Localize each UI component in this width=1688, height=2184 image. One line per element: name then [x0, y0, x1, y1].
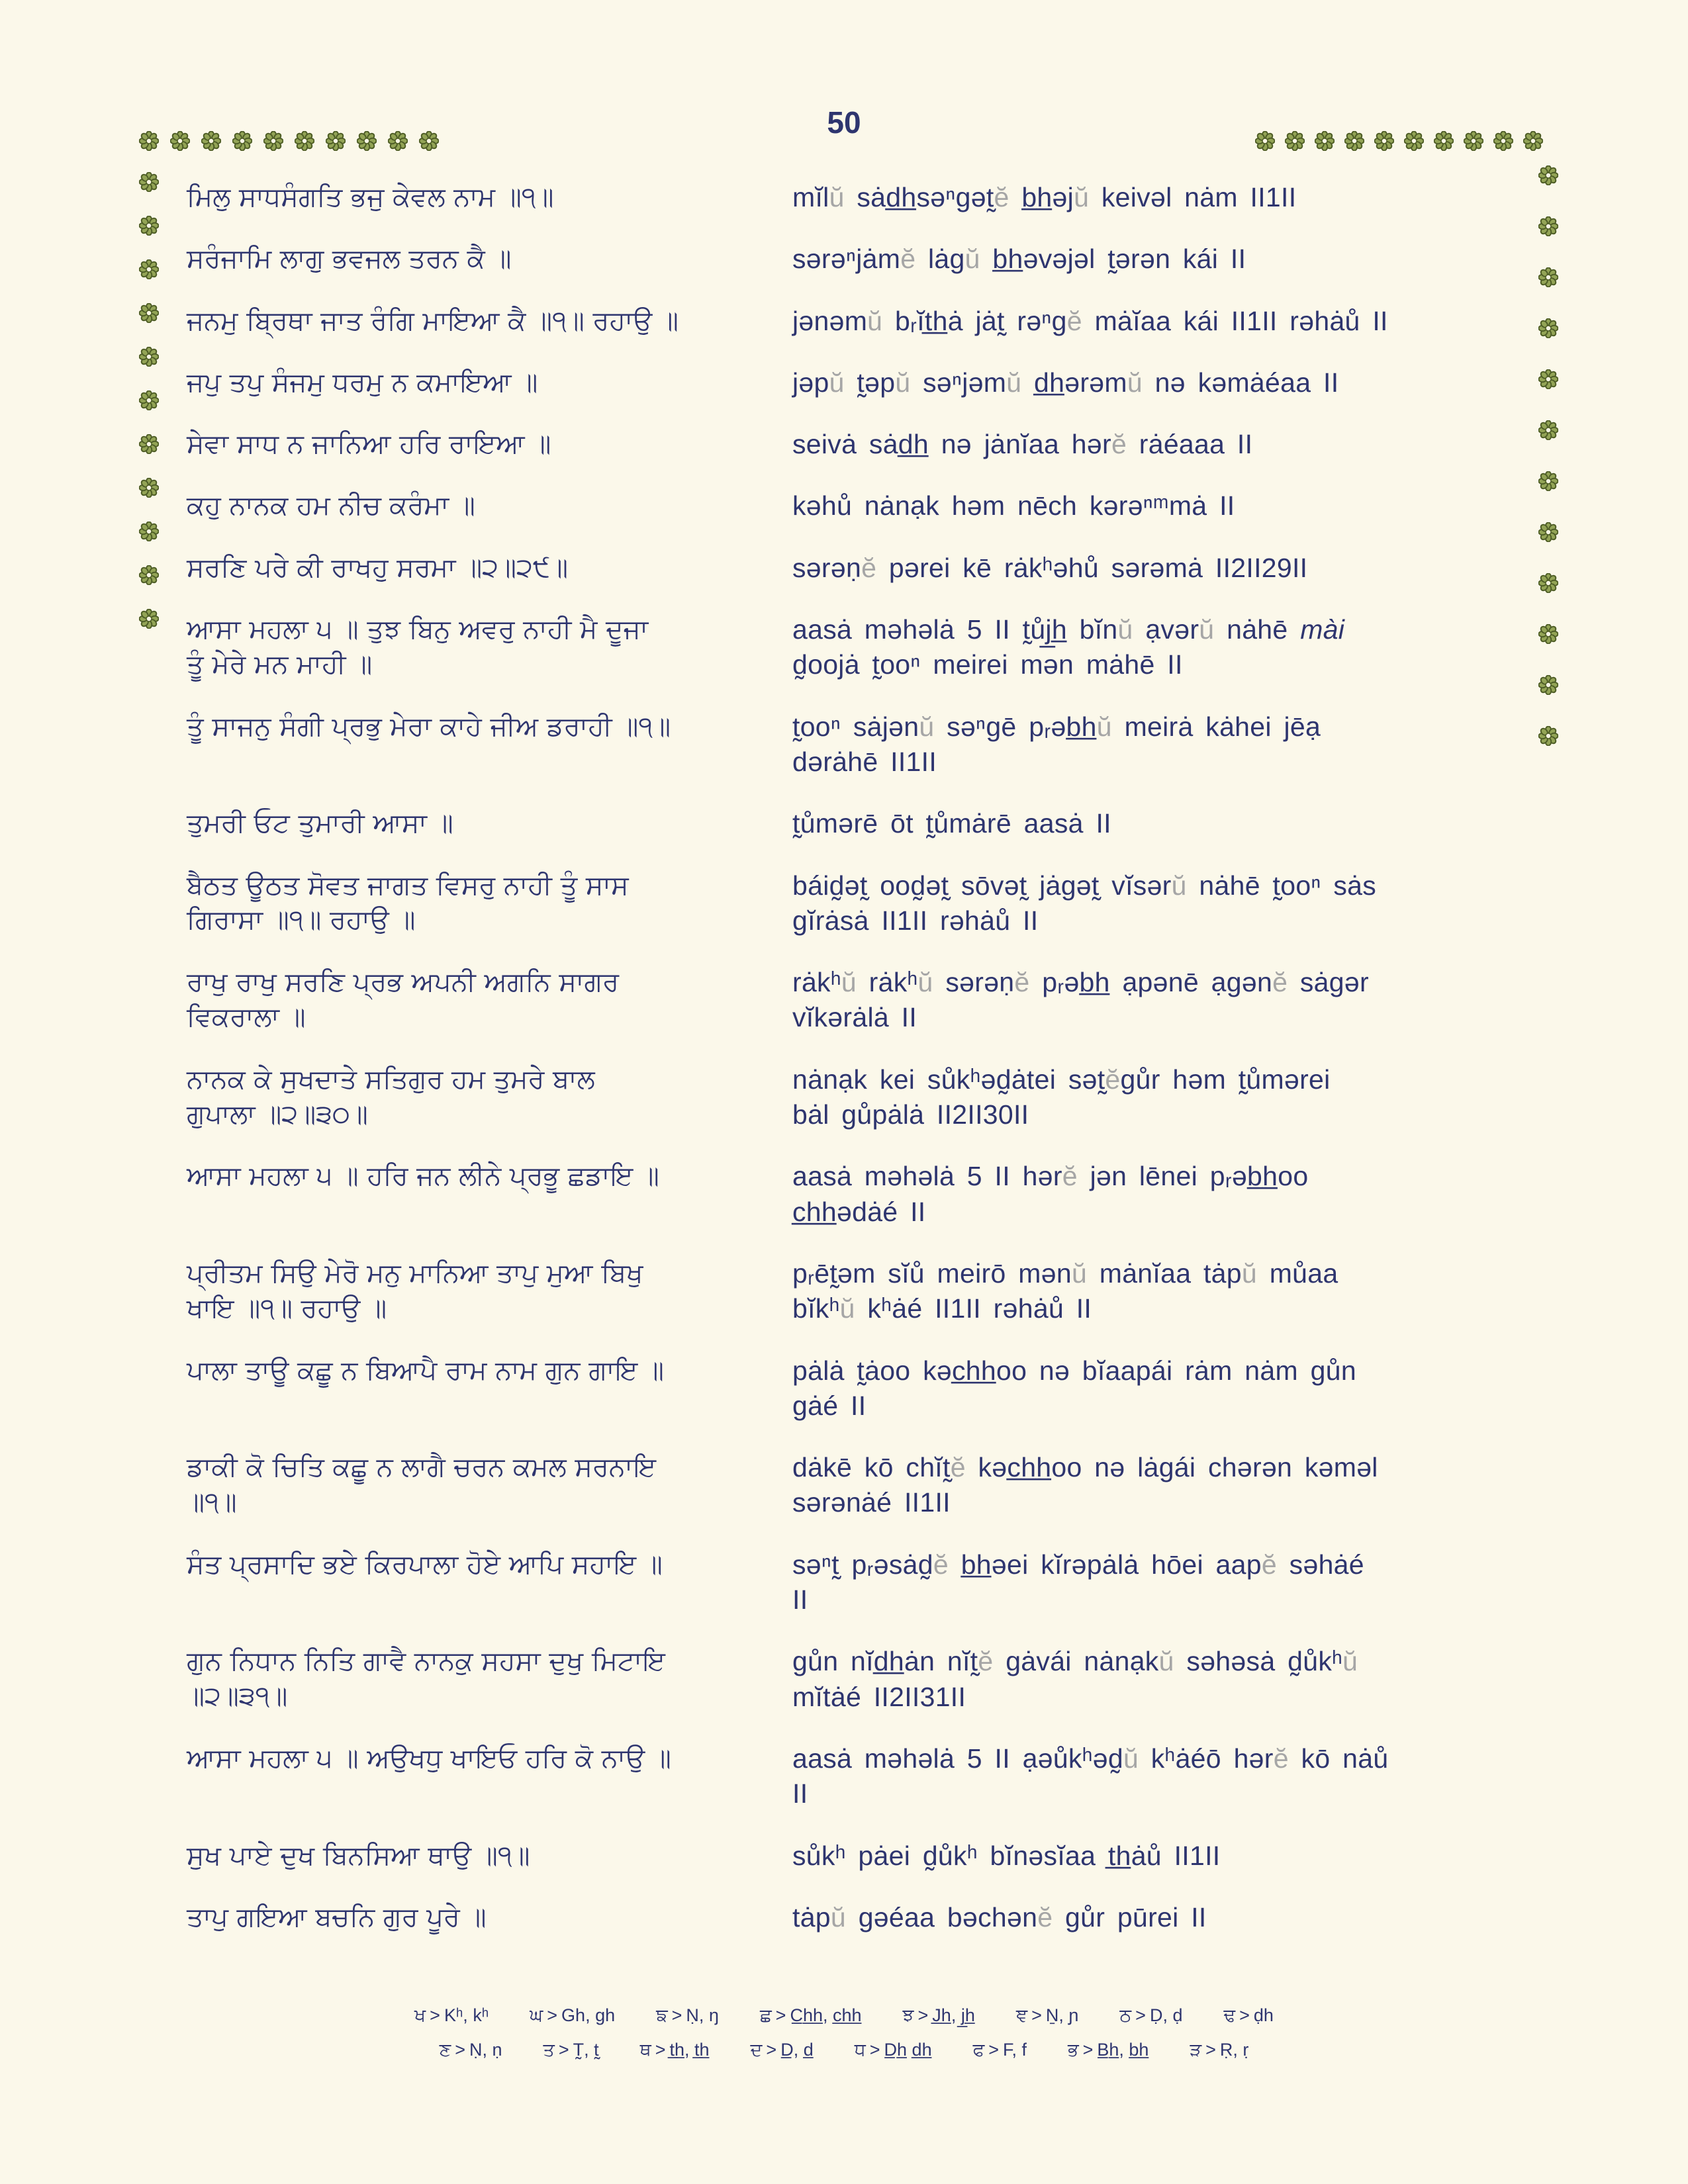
verse-row: [187, 488, 1530, 523]
legend-entry: [973, 2040, 1027, 2061]
transliteration-text: səⁿt̰ pᵣəsȧd̰ĕ b̲h̲əei kĭrəpȧlȧ hōei aapĕ səhȧé II: [792, 1549, 1364, 1615]
transliteration-text: mĭlŭ sȧd̲h̲səⁿgət̰ĕ b̲h̲əjŭ keivəl nȧm II1II: [792, 182, 1297, 212]
short-vowel: ŭ: [1342, 1646, 1358, 1677]
legend-latin-value: B̲h̲, b̲h̲: [1097, 2040, 1149, 2060]
legend-separator: >: [547, 2005, 558, 2025]
transliteration-text: sərəⁿjȧmĕ lȧgŭ b̲h̲əvəjəl t̰ərən kái II: [792, 244, 1246, 275]
short-vowel: ĕ: [1037, 1901, 1053, 1933]
short-vowel: ŭ: [839, 1293, 855, 1324]
flower-icon: [1285, 131, 1305, 151]
legend-gurmukhi-letter: ਘ: [530, 2005, 543, 2026]
flower-icon: [1255, 131, 1275, 151]
short-vowel: ŭ: [830, 1901, 847, 1933]
legend-entry: [543, 2040, 599, 2061]
short-vowel: ŭ: [964, 244, 980, 275]
flower-icon: [1538, 369, 1558, 389]
legend-entry: [1119, 2005, 1182, 2026]
legend-latin-value: T̰, t̰: [573, 2040, 599, 2060]
legend-entry: [1016, 2005, 1079, 2026]
legend-gurmukhi-letter: ਧ: [854, 2040, 866, 2060]
flower-icon: [1538, 165, 1558, 185]
gurmukhi-text: ਡਾਕੀ ਕੋ ਚਿਤਿ ਕਛੂ ਨ ਲਾਗੈ ਚਰਨ ਕਮਲ ਸਰਨਾਇ ॥੧॥: [187, 1452, 656, 1518]
short-vowel: ĕ: [900, 244, 916, 275]
transliteration-text: kəhů nȧnạk həm nēch kərəⁿᵐmȧ II: [792, 490, 1235, 522]
transliteration-text: tȧpŭ gəéaa bəchənĕ gůr pūrei II: [792, 1901, 1207, 1933]
legend-entry: [751, 2040, 814, 2061]
transliteration-text: t̰ůmərē ōt t̰ůmȧrē aasȧ II: [792, 808, 1111, 839]
flower-icon: [1523, 131, 1543, 151]
transliteration-text: aasȧ məhəlȧ 5 II t̰ůj̲h̲ bĭnŭ ạvərŭ nȧhē mài d̰oojȧ t̰ooⁿ meirei mən mȧhē II: [792, 614, 1345, 680]
flower-icon: [139, 259, 159, 279]
legend-separator: >: [869, 2040, 880, 2060]
verse-row: [187, 612, 1530, 683]
verse-row: [187, 1644, 1530, 1715]
short-vowel: ŭ: [1071, 1257, 1088, 1289]
flower-icon: [1538, 522, 1558, 542]
legend-latin-value: Ṛ, ṛ: [1219, 2040, 1249, 2060]
legend-entry: [903, 2005, 975, 2026]
gurmukhi-text: ਆਸਾ ਮਹਲਾ ੫ ॥ ਹਰਿ ਜਨ ਲੀਨੇ ਪ੍ਰਭੂ ਛਡਾਇ ॥: [187, 1161, 659, 1192]
legend-separator: >: [1082, 2040, 1094, 2060]
transliteration-text: jənəmŭ bᵣĭt̲h̲ȧ jȧt̰ rəⁿgĕ mȧĭaa kái II1II rəhȧů II: [792, 305, 1388, 336]
flower-icon: [1538, 573, 1558, 593]
legend-entry: [855, 2040, 932, 2061]
flower-icon: [139, 347, 159, 367]
legend-separator: >: [988, 2040, 1000, 2060]
flower-icon: [139, 522, 159, 541]
flower-icon: [1538, 267, 1558, 287]
flower-icon: [139, 390, 159, 410]
short-vowel: ĕ: [1062, 1161, 1078, 1192]
legend-gurmukhi-letter: ਢ: [1223, 2005, 1236, 2026]
legend-latin-value: t̲h̲, t̲h̲: [669, 2040, 710, 2060]
short-vowel: ĕ: [1273, 1743, 1289, 1774]
gurmukhi-text: ਜਨਮੁ ਬ੍ਰਿਥਾ ਜਾਤ ਰੰਗਿ ਮਾਇਆ ਕੈ ॥੧॥ ਰਹਾਉ ॥: [187, 305, 679, 336]
legend-entry: [530, 2005, 615, 2026]
legend-entry: [656, 2005, 719, 2026]
short-vowel: ĕ: [933, 1549, 949, 1580]
gurmukhi-text: ਨਾਨਕ ਕੇ ਸੁਖਦਾਤੇ ਸਤਿਗੁਰ ਹਮ ਤੁਮਰੇ ਬਾਲ ਗੁਪਾਲਾ ॥੨॥੩੦॥: [187, 1064, 595, 1130]
short-vowel: ŭ: [1199, 614, 1215, 645]
transliteration-text: pᵣēt̰əm sĭů meirō mənŭ mȧnĭaa tȧpŭ můaa bĭkʰŭ kʰȧé II1II rəhȧů II: [792, 1257, 1338, 1324]
legend-entry: [760, 2005, 862, 2026]
verse-row: [187, 365, 1530, 400]
legend-latin-value: Ṇ, ŋ: [686, 2005, 719, 2025]
flower-icon: [1315, 131, 1335, 151]
legend-latin-value: Ṇ, ṇ: [469, 2040, 502, 2060]
legend-latin-value: F, f: [1003, 2040, 1027, 2060]
short-vowel: ŭ: [841, 967, 857, 998]
gurmukhi-text: ਪਾਲਾ ਤਾਊ ਕਛੂ ਨ ਬਿਆਪੈ ਰਾਮ ਨਾਮ ਗੁਨ ਗਾਇ ॥: [187, 1355, 664, 1386]
verse-row: [187, 1741, 1530, 1812]
verse-row: [187, 551, 1530, 586]
verse-list: [187, 180, 1530, 1935]
transliteration-text: báid̰ət̰ ood̰ət̰ sōvət̰ jȧgət̰ vĭsərŭ nȧhē t̰ooⁿ sȧs gĭrȧsȧ II1II rəhȧů II: [792, 870, 1377, 936]
flower-icon: [1538, 726, 1558, 746]
flower-icon: [1538, 420, 1558, 440]
legend-latin-value: Kʰ, kʰ: [444, 2005, 489, 2025]
short-vowel: ŭ: [1096, 711, 1112, 742]
short-vowel: ŭ: [917, 967, 933, 998]
flower-icon: [1493, 131, 1513, 151]
verse-row: [187, 868, 1530, 939]
short-vowel: ŭ: [1241, 1257, 1257, 1289]
ornament-row-top-right: [1255, 131, 1543, 151]
short-vowel: ŭ: [829, 182, 845, 212]
legend-gurmukhi-letter: ਫ: [972, 2040, 985, 2060]
short-vowel: ĕ: [1261, 1549, 1277, 1580]
legend-separator: >: [1135, 2005, 1146, 2025]
transliteration-text: seivȧ sȧd̲h̲ nə jȧnĭaa hərĕ rȧéaaa II: [792, 429, 1253, 460]
flower-icon: [139, 131, 159, 151]
gurmukhi-text: ਰਾਖੁ ਰਾਖੁ ਸਰਣਿ ਪ੍ਰਭ ਅਪਨੀ ਅਗਨਿ ਸਾਗਰ ਵਿਕਰਾਲਾ ॥: [187, 967, 620, 1032]
gurmukhi-text: ਪ੍ਰੀਤਮ ਸਿਉ ਮੇਰੋ ਮਨੁ ਮਾਨਿਆ ਤਾਪੁ ਮੁਆ ਬਿਖੁ ਖਾਇ ॥੧॥ ਰਹਾਉ ॥: [187, 1257, 643, 1324]
short-vowel: ĕ: [861, 552, 877, 583]
verse-row: [187, 1900, 1530, 1935]
gurmukhi-text: ਤੁਮਰੀ ਓਟ ਤੁਮਾਰੀ ਆਸਾ ॥: [187, 808, 453, 839]
legend-entry: [1190, 2040, 1248, 2061]
legend-gurmukhi-letter: ਣ: [439, 2040, 451, 2060]
flower-icon: [295, 131, 314, 151]
flower-icon: [139, 216, 159, 236]
flower-icon: [1538, 675, 1558, 695]
legend-latin-value: Ḍ, ḍ: [1149, 2005, 1183, 2025]
gurmukhi-text: ਆਸਾ ਮਹਲਾ ੫ ॥ ਤੁਝ ਬਿਨੁ ਅਵਰੁ ਨਾਹੀ ਮੈ ਦੂਜਾ ਤੂੰ ਮੇਰੇ ਮਨ ਮਾਹੀ ॥: [187, 614, 649, 680]
flower-icon: [419, 131, 439, 151]
legend-latin-value: ḍh: [1253, 2005, 1274, 2025]
legend-separator: >: [430, 2005, 440, 2025]
short-vowel: ĕ: [1272, 967, 1288, 998]
legend-entry: [640, 2040, 710, 2061]
transliteration-key: [0, 2005, 1688, 2061]
verse-row: [187, 242, 1530, 277]
short-vowel: ĕ: [1014, 967, 1030, 998]
transliteration-text: pȧlȧ t̰ȧoo kəc̲h̲h̲oo nə bĭaapái rȧm nȧm gůn gȧé II: [792, 1355, 1356, 1421]
legend-entry: [440, 2040, 502, 2061]
verse-row: [187, 1839, 1530, 1874]
legend-separator: >: [455, 2040, 465, 2060]
legend-gurmukhi-letter: ਠ: [1119, 2005, 1132, 2026]
gurmukhi-text: ਸਰੰਜਾਮਿ ਲਾਗੁ ਭਵਜਲ ਤਰਨ ਕੈ ॥: [187, 244, 512, 275]
gurmukhi-text: ਕਹੁ ਨਾਨਕ ਹਮ ਨੀਚ ਕਰੰਮਾ ॥: [187, 490, 475, 522]
legend-separator: >: [558, 2040, 569, 2060]
legend-entry: [414, 2005, 489, 2026]
legend-entry: [1223, 2005, 1273, 2026]
transliteration-text: jəpŭ t̰əpŭ səⁿjəmŭ d̲h̲ərəmŭ nə kəmȧéaa II: [792, 367, 1339, 398]
short-vowel: ĕ: [950, 1452, 966, 1483]
gurmukhi-text: ਗੁਨ ਨਿਧਾਨ ਨਿਤਿ ਗਾਵੈ ਨਾਨਕੁ ਸਹਸਾ ਦੁਖੁ ਮਿਟਾਇ ॥੨॥੩੧॥: [187, 1646, 665, 1712]
legend-separator: >: [775, 2005, 786, 2025]
short-vowel: ŭ: [895, 367, 911, 398]
legend-latin-value: Ṉ, ɲ: [1045, 2005, 1079, 2025]
ornament-column-right: [1538, 165, 1558, 746]
short-vowel: ŭ: [1006, 367, 1022, 398]
verse-row: [187, 1062, 1530, 1133]
flower-icon: [1538, 471, 1558, 491]
legend-latin-value: D̲, d̲: [780, 2040, 814, 2060]
flower-icon: [1434, 131, 1454, 151]
legend-gurmukhi-letter: ਥ: [639, 2040, 651, 2060]
legend-separator: >: [917, 2005, 929, 2025]
verse-row: [187, 1353, 1530, 1424]
verse-row: [187, 304, 1530, 339]
transliteration-text: sərəṇĕ pərei kē rȧkʰəhů sərəmȧ II2II29II: [792, 552, 1308, 583]
flower-icon: [139, 172, 159, 192]
short-vowel: ĕ: [1105, 1064, 1121, 1095]
legend-separator: >: [671, 2005, 682, 2025]
short-vowel: ŭ: [1127, 367, 1143, 398]
ornament-row-top-left: [139, 131, 439, 151]
gurmukhi-text: ਸਰਣਿ ਪਰੇ ਕੀ ਰਾਖਹੁ ਸਰਮਾ ॥੨॥੨੯॥: [187, 552, 569, 583]
verse-row: [187, 180, 1530, 215]
legend-latin-value: C̲h̲h̲, c̲h̲h̲: [790, 2005, 862, 2025]
flower-icon: [139, 303, 159, 323]
transliteration-text: aasȧ məhəlȧ 5 II ạəůkʰəd̰ŭ kʰȧéō hərĕ kō nȧů II: [792, 1743, 1389, 1809]
gurmukhi-text: ਮਿਲੁ ਸਾਧਸੰਗਤਿ ਭਜੁ ਕੇਵਲ ਨਾਮ ॥੧॥: [187, 182, 554, 212]
transliteration-text: t̰ooⁿ sȧjənŭ səⁿgē pᵣəb̲h̲ŭ meirȧ kȧhei jēạ dərȧhē II1II: [792, 711, 1321, 777]
legend-separator: >: [766, 2040, 777, 2060]
flower-icon: [388, 131, 408, 151]
short-vowel: ŭ: [829, 367, 845, 398]
verse-row: [187, 427, 1530, 462]
flower-icon: [139, 609, 159, 629]
flower-icon: [1538, 318, 1558, 338]
gurmukhi-text: ਤਾਪੁ ਗਇਆ ਬਚਨਿ ਗੁਰ ਪੂਰੇ ॥: [187, 1901, 487, 1933]
gurmukhi-text: ਸੁਖ ਪਾਏ ਦੁਖ ਬਿਨਸਿਆ ਥਾਉ ॥੧॥: [187, 1840, 530, 1871]
short-vowel: ŭ: [867, 305, 883, 336]
gurmukhi-text: ਜਪੁ ਤਪੁ ਸੰਜਮੁ ਧਰਮੁ ਨ ਕਮਾਇਆ ॥: [187, 367, 538, 398]
short-vowel: ŭ: [1158, 1646, 1174, 1677]
flower-icon: [357, 131, 377, 151]
legend-latin-value: D̲h̲ d̲h̲: [884, 2040, 932, 2060]
legend-separator: >: [655, 2040, 666, 2060]
legend-separator: >: [1031, 2005, 1042, 2025]
gurmukhi-text: ਆਸਾ ਮਹਲਾ ੫ ॥ ਅਉਖਧੁ ਖਾਇਓ ਹਰਿ ਕੋ ਨਾਉ ॥: [187, 1743, 671, 1774]
legend-gurmukhi-letter: ਦ: [750, 2040, 763, 2060]
verse-row: [187, 806, 1530, 841]
flower-icon: [326, 131, 346, 151]
flower-icon: [1538, 216, 1558, 236]
gurmukhi-text: ਤੂੰ ਸਾਜਨੁ ਸੰਗੀ ਪ੍ਰਭੁ ਮੇਰਾ ਕਾਹੇ ਜੀਅ ਡਰਾਹੀ ॥੧॥: [187, 711, 671, 742]
short-vowel: ŭ: [1123, 1743, 1139, 1774]
legend-row: [440, 2040, 1249, 2061]
flower-icon: [139, 478, 159, 498]
flower-icon: [139, 565, 159, 585]
verse-row: [187, 965, 1530, 1036]
gurmukhi-text: ਸੇਵਾ ਸਾਧ ਨ ਜਾਨਿਆ ਹਰਿ ਰਾਇਆ ॥: [187, 429, 551, 460]
short-vowel: ŭ: [1074, 182, 1090, 212]
flower-icon: [1404, 131, 1424, 151]
legend-row: [414, 2005, 1274, 2026]
flower-icon: [232, 131, 252, 151]
transliteration-text: rȧkʰŭ rȧkʰŭ sərəṇĕ pᵣəb̲h̲ ạpənē ạgənĕ sȧgər vĭkərȧlȧ II: [792, 967, 1369, 1033]
legend-gurmukhi-letter: ਝ: [902, 2005, 914, 2026]
flower-icon: [1344, 131, 1364, 151]
legend-gurmukhi-letter: ੜ: [1190, 2040, 1202, 2060]
legend-gurmukhi-letter: ਖ: [414, 2005, 426, 2026]
legend-gurmukhi-letter: ਛ: [759, 2005, 772, 2026]
flower-icon: [1538, 624, 1558, 644]
verse-row: [187, 1547, 1530, 1618]
short-vowel: ŭ: [1117, 614, 1133, 645]
legend-latin-value: J̲h̲, j̲h̲: [932, 2005, 975, 2025]
flower-icon: [263, 131, 283, 151]
ornament-column-left: [139, 172, 159, 629]
short-vowel: ĕ: [1066, 305, 1082, 336]
transliteration-text: gůn nĭd̲h̲ȧn nĭt̰ĕ gȧvái nȧnạkŭ səhəsȧ d̰ůkʰŭ mĭtȧé II2II31II: [792, 1646, 1358, 1712]
verse-row: [187, 1256, 1530, 1327]
verse-row: [187, 1159, 1530, 1230]
legend-latin-value: Gh, gh: [561, 2005, 616, 2025]
legend-gurmukhi-letter: ਭ: [1068, 2040, 1079, 2060]
verse-row: [187, 1450, 1530, 1521]
legend-separator: >: [1239, 2005, 1250, 2025]
flower-icon: [139, 434, 159, 454]
legend-separator: >: [1205, 2040, 1216, 2060]
page-number: 50: [827, 105, 861, 140]
legend-gurmukhi-letter: ਙ: [656, 2005, 668, 2026]
flower-icon: [170, 131, 190, 151]
transliteration-text: nȧnạk kei sůkʰəd̰ȧtei sət̰ĕgůr həm t̰ůmərei bȧl gůpȧlȧ II2II30II: [792, 1064, 1331, 1130]
transliteration-text: dȧkē kō chĭt̰ĕ kəc̲h̲h̲oo nə lȧgái chərən kəməl sərənȧé II1II: [792, 1452, 1378, 1518]
short-vowel: ĕ: [994, 182, 1009, 212]
legend-gurmukhi-letter: ਤ: [543, 2040, 555, 2060]
legend-entry: [1068, 2040, 1149, 2061]
short-vowel: ĕ: [1111, 429, 1127, 460]
transliteration-text: aasȧ məhəlȧ 5 II hərĕ jən lēnei pᵣəb̲h̲oo c̲h̲h̲ədȧé II: [792, 1161, 1309, 1227]
legend-gurmukhi-letter: ਞ: [1015, 2005, 1028, 2026]
short-vowel: ŭ: [1171, 870, 1187, 901]
short-vowel: ŭ: [919, 711, 935, 742]
flower-icon: [1374, 131, 1394, 151]
flower-icon: [1464, 131, 1483, 151]
flower-icon: [201, 131, 221, 151]
short-vowel: ĕ: [978, 1646, 994, 1677]
gurmukhi-text: ਬੈਠਤ ਊਠਤ ਸੋਵਤ ਜਾਗਤ ਵਿਸਰੁ ਨਾਹੀ ਤੂੰ ਸਾਸ ਗਿਰਾਸਾ ॥੧॥ ਰਹਾਉ ॥: [187, 870, 629, 936]
transliteration-text: sůkʰ pȧei d̰ůkʰ bĭnəsĭaa t̲h̲ȧů II1II: [792, 1840, 1221, 1871]
gurmukhi-text: ਸੰਤ ਪ੍ਰਸਾਦਿ ਭਏ ਕਿਰਪਾਲਾ ਹੋਏ ਆਪਿ ਸਹਾਇ ॥: [187, 1549, 663, 1580]
verse-row: [187, 709, 1530, 780]
